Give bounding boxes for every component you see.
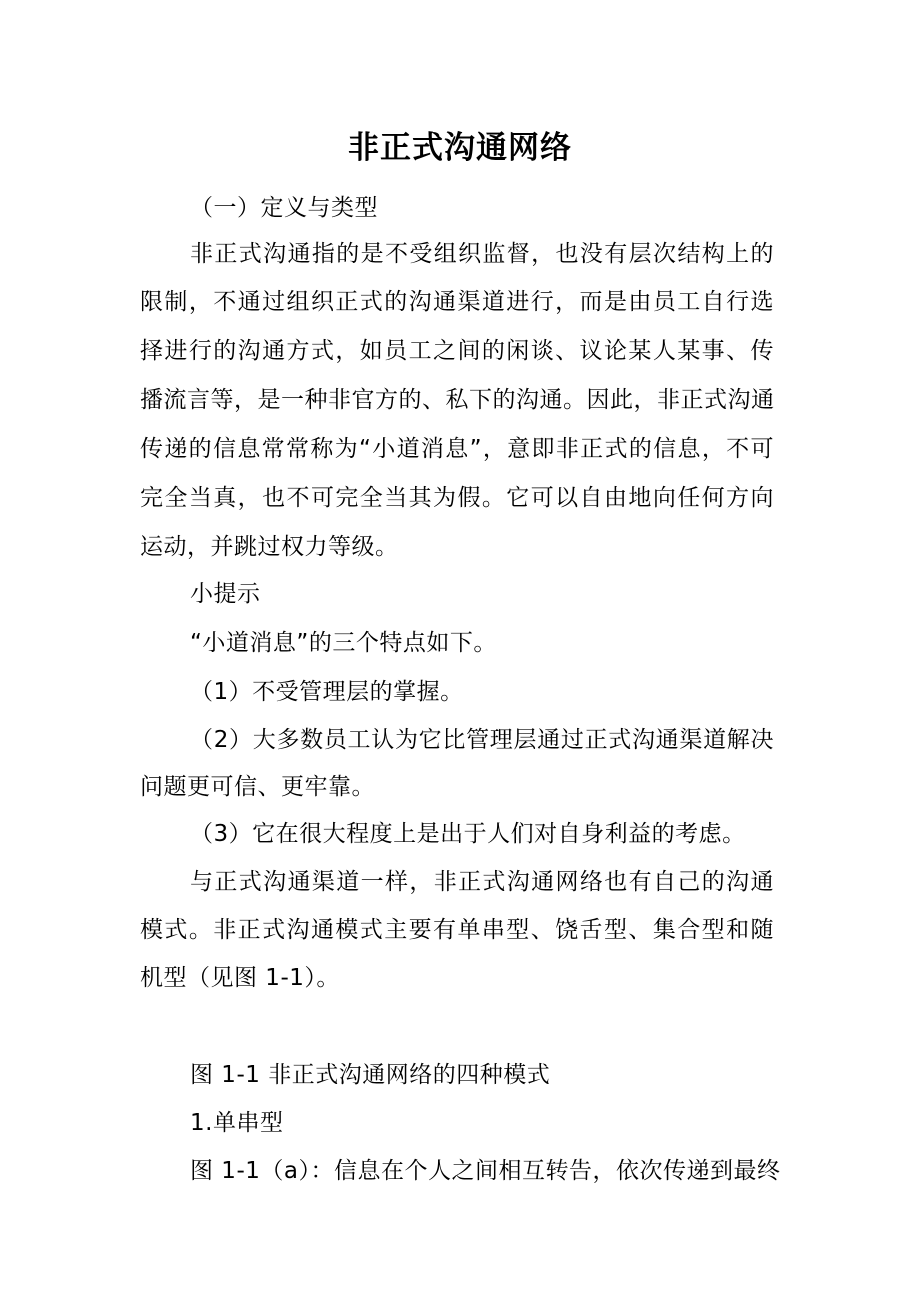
paragraph-line: 传递的信息常常称为“小道消息”，意即非正式的信息，不可	[140, 436, 774, 462]
paragraph-line: 运动，并跳过权力等级。	[140, 534, 399, 560]
paragraph-line: 与正式沟通渠道一样，非正式沟通网络也有自己的沟通	[190, 869, 774, 895]
paragraph-line: 非正式沟通指的是不受组织监督，也没有层次结构上的	[190, 241, 774, 267]
tip-item: （1）不受管理层的掌握。	[190, 679, 464, 705]
paragraph-line: 机型（见图 1-1）。	[140, 965, 340, 991]
paragraph-line: 完全当真，也不可完全当其为假。它可以自由地向任何方向	[140, 485, 774, 511]
section-heading: （一）定义与类型	[190, 195, 378, 221]
tip-item: （2）大多数员工认为它比管理层通过正式沟通渠道解决	[190, 727, 774, 753]
subsection-heading: 1.单串型	[190, 1110, 284, 1136]
paragraph-line: 择进行的沟通方式，如员工之间的闲谈、议论某人某事、传	[140, 338, 774, 364]
paragraph-line: 播流言等，是一种非官方的、私下的沟通。因此，非正式沟通	[140, 387, 775, 413]
document-title: 非正式沟通网络	[348, 130, 572, 166]
paragraph-line: 限制，不通过组织正式的沟通渠道进行，而是由员工自行选	[140, 289, 774, 315]
paragraph-line: 图 1-1（a）：信息在个人之间相互转告，依次传递到最终	[190, 1158, 781, 1184]
tip-item: （3）它在很大程度上是出于人们对自身利益的考虑。	[190, 821, 746, 847]
tip-intro: “小道消息”的三个特点如下。	[190, 630, 497, 656]
figure-caption: 图 1-1 非正式沟通网络的四种模式	[190, 1062, 551, 1088]
tip-heading: 小提示	[190, 581, 261, 607]
paragraph-line: 模式。非正式沟通模式主要有单串型、饶舌型、集合型和随	[140, 917, 774, 943]
tip-item-continuation: 问题更可信、更牢靠。	[140, 774, 375, 800]
